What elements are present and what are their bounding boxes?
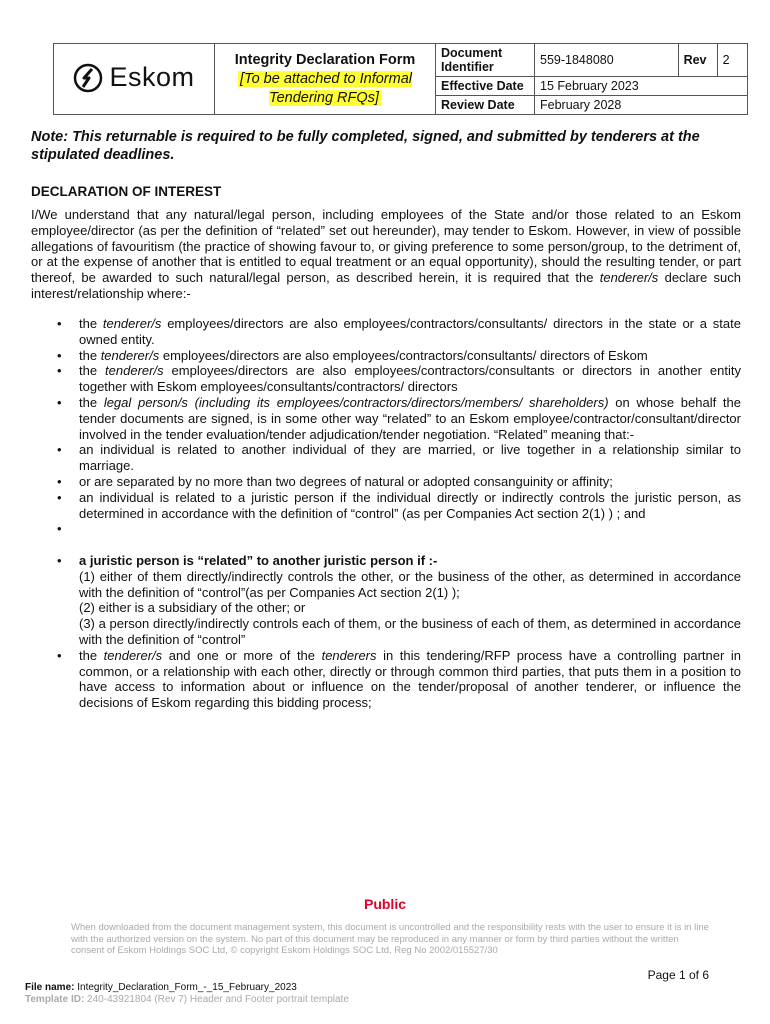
review-date-value: February 2028 (535, 96, 748, 115)
effective-date-label: Effective Date (436, 77, 535, 96)
juristic-heading: a juristic person is “related” to another juristic person if :- (79, 553, 438, 568)
returnable-note: Note: This returnable is required to be fully completed, signed, and submitted by tenderers at the stipulated deadlines. (31, 129, 700, 163)
page-number: Page 1 of 6 (647, 968, 709, 982)
intro-text-2: declare such interest/relationship where:- (31, 270, 741, 301)
file-name: File name: Integrity_Declaration_Form_-_15_February_2023 (25, 982, 297, 993)
spacer (31, 521, 741, 536)
doc-id-label: Document Identifier (436, 44, 535, 77)
rev-value: 2 (717, 44, 747, 77)
list-item: • the tenderer/s employees/directors are also employees/contractors/consultants/ directors in the state or a state owned entity. (31, 316, 741, 348)
intro-paragraph (31, 207, 741, 302)
classification-label: Public (363, 896, 406, 912)
logo-wordmark: Eskom (109, 62, 195, 93)
eskom-logo (73, 62, 194, 93)
list-item: • the tenderer/s employees/directors are also employees/contractors/consultants or directors in another entity together with Eskom employees/consultants/contractors/ directors (31, 363, 741, 395)
footer-disclaimer: When downloaded from the document management system, this document is uncontrolled and the responsibility rests with the user to ensure it is in line with the authorized version on the system. No part of this document may be reproduced in any manner or form by third parties without the written consent of Eskom Holdings SOC Ltd, © copyright Eskom Holdings SOC Ltd, Reg No 2002/015527/30 (71, 922, 709, 956)
list-item: • or are separated by no more than two degrees of natural or adopted consanguinity or affinity; (31, 474, 741, 490)
form-title-cell (215, 44, 436, 115)
intro-italic: tenderer/s (599, 270, 659, 286)
form-subtitle: [To be attached to Informal Tendering RFQs] (240, 70, 412, 106)
section-heading: DECLARATION OF INTEREST (31, 184, 222, 199)
rev-label: Rev (678, 44, 717, 77)
logo-cell (54, 44, 215, 115)
list-item: • the tenderer/s employees/directors are also employees/contractors/consultants/ directors of Eskom (31, 348, 741, 364)
document-header-table (53, 43, 748, 115)
doc-id-value: 559-1848080 (535, 44, 679, 77)
list-item: • the legal person/s (including its employees/contractors/directors/members/ shareholders) on whose behalf the tender documents are signed, is in some other way “related” to an Eskom employee/contractor/consultant/director involved in the tender evaluation/tender adjudication/tender negotiation. “Related” meaning that:- (31, 395, 741, 442)
effective-date-value: 15 February 2023 (535, 77, 748, 96)
juristic-item-2: (2) either is a subsidiary of the other; or (79, 600, 306, 616)
review-date-label: Review Date (436, 96, 535, 115)
list-item-juristic (31, 553, 741, 648)
eskom-logo-icon (73, 63, 103, 93)
juristic-item-3: (3) a person directly/indirectly controls each of them, or the business of each of them, as determined in accordance with the definition of “control” (79, 616, 741, 647)
form-title: Integrity Declaration Form (234, 51, 416, 68)
juristic-bullet-list (31, 553, 741, 711)
declaration-bullet-list (31, 316, 741, 536)
juristic-item-1: (1) either of them directly/indirectly controls the other, or the business of the other, as determined in accordance with the definition of “control”(as per Companies Act section 2(1) ); (79, 568, 741, 600)
list-item: • an individual is related to another individual of they are married, or live together in a relationship similar to marriage. (31, 442, 741, 474)
template-id: Template ID: 240-43921804 (Rev 7) Header and Footer portrait template (25, 994, 349, 1005)
list-item: • the tenderer/s and one or more of the tenderers in this tendering/RFP process have a controlling partner in common, or a relationship with each other, directly or through common third parties, that puts them in a position to have access to information about or influence on the tender/proposal of another tenderer, or influence the decisions of Eskom regarding this bidding process; (31, 648, 741, 711)
list-item: • an individual is related to a juristic person if the individual directly or indirectly controls the juristic person, as determined in accordance with the definition of “control” (as per Companies Act section 2(1) ) ; and (31, 490, 741, 522)
intro-text-1: I/We understand that any natural/legal person, including employees of the State and/or those related to an Eskom employee/director (as per the definition of “related” set out hereunder), may tender to Eskom. However, in view of possible allegations of favouritism (the practice of showing favour to, or giving preference to some person/group, to the detriment of, or at the expense of another that is entitled to equal treatment or an equal opportunity), should the resulting tender, or part thereof, be awarded to such natural/legal person, as described herein, it is required that the (31, 207, 741, 286)
